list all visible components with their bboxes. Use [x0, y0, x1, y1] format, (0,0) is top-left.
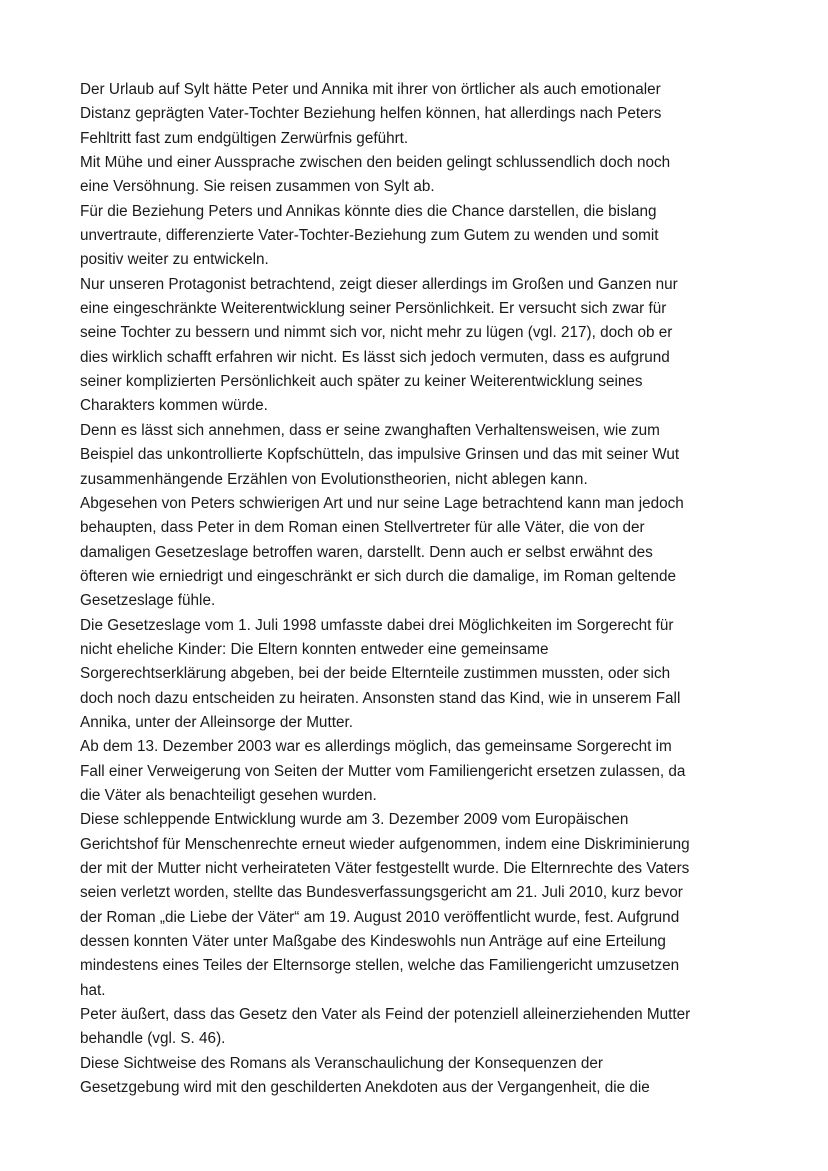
text-line: dies wirklich schafft erfahren wir nicht. Es lässt sich jedoch vermuten, dass es aufgrund — [80, 348, 670, 366]
paragraph — [80, 200, 780, 273]
text-line: seiner komplizierten Persönlichkeit auch später zu keiner Weiterentwicklung seines — [80, 373, 643, 391]
text-line: nicht eheliche Kinder: Die Eltern konnten entweder eine gemeinsame — [80, 640, 549, 658]
text-line: der mit der Mutter nicht verheirateten Väter festgestellt wurde. Die Elternrechte des Vaters — [80, 860, 690, 877]
text-line: die Väter als benachteiligt gesehen wurden. — [80, 786, 377, 804]
text-line: Diese schleppende Entwicklung wurde am 3. Dezember 2009 vom Europäischen — [80, 811, 629, 829]
text-line: Ab dem 13. Dezember 2003 war es allerdings möglich, das gemeinsame Sorgerecht im — [80, 738, 672, 756]
text-line: Nur unseren Protagonist betrachtend, zeigt dieser allerdings im Großen und Ganzen nur — [80, 275, 678, 293]
text-line: eine Versöhnung. Sie reisen zusammen von Sylt ab. — [80, 178, 435, 196]
paragraph — [80, 1003, 780, 1052]
text-line: Für die Beziehung Peters und Annikas könnte dies die Chance darstellen, die bislang — [80, 202, 657, 220]
text-line: eine eingeschränkte Weiterentwicklung seiner Persönlichkeit. Er versucht sich zwar für — [80, 300, 667, 318]
paragraph — [80, 492, 780, 614]
text-line: behaupten, dass Peter in dem Roman einen Stellvertreter für alle Väter, die von der — [80, 519, 645, 537]
text-line: dessen konnten Väter unter Maßgabe des Kindeswohls nun Anträge auf eine Erteilung — [80, 933, 666, 951]
text-line: Gerichtshof für Menschenrechte erneut wieder aufgenommen, indem eine Diskriminierung — [80, 835, 690, 853]
text-line: Charakters kommen würde. — [80, 397, 268, 415]
text-line: mindestens eines Teiles der Elternsorge stellen, welche das Familiengericht umzusetzen — [80, 957, 680, 975]
text-line: behandle (vgl. S. 46). — [80, 1030, 226, 1048]
text-line: unvertraute, differenzierte Vater-Tochter-Beziehung zum Gutem zu wenden und somit — [80, 227, 659, 245]
text-line: öfteren wie erniedrigt und eingeschränkt er sich durch die damalige, im Roman geltende — [80, 567, 677, 585]
text-line: Fehltritt fast zum endgültigen Zerwürfnis geführt. — [80, 129, 409, 147]
text-line: Denn es lässt sich annehmen, dass er seine zwanghaften Verhaltensweisen, wie zum — [80, 421, 660, 439]
text-line: damaligen Gesetzeslage betroffen waren, darstellt. Denn auch er selbst erwähnt des — [80, 543, 653, 561]
text-line: doch noch dazu entscheiden zu heiraten. Ansonsten stand das Kind, wie in unserem Fall — [80, 689, 681, 707]
text-line: zusammenhängende Erzählen von Evolutionstheorien, nicht ablegen kann. — [80, 470, 588, 488]
text-line: Gesetzgebung wird mit den geschilderten Anekdoten aus der Vergangenheit, die die — [80, 1079, 650, 1097]
text-line: Mit Mühe und einer Aussprache zwischen den beiden gelingt schlussendlich doch noch — [80, 154, 671, 172]
text-line: seine Tochter zu bessern und nimmt sich vor, nicht mehr zu lügen (vgl. 217), doch ob er — [80, 324, 673, 342]
paragraph — [80, 808, 780, 1003]
text-line: positiv weiter zu entwickeln. — [80, 251, 269, 269]
text-line: seien verletzt worden, stellte das Bundesverfassungsgericht am 21. Juli 2010, kurz bevor — [80, 884, 683, 902]
text-line: Abgesehen von Peters schwierigen Art und nur seine Lage betrachtend kann man jedoch — [80, 494, 684, 512]
text-line: Diese Sichtweise des Romans als Veranschaulichung der Konsequenzen der — [80, 1054, 603, 1072]
text-line: der Roman „die Liebe der Väter“ am 19. August 2010 veröffentlicht wurde, fest. Aufgrund — [80, 908, 680, 926]
paragraph — [80, 78, 780, 151]
paragraph — [80, 273, 780, 419]
text-line: Die Gesetzeslage vom 1. Juli 1998 umfasste dabei drei Möglichkeiten im Sorgerecht für — [80, 616, 674, 634]
text-line: Fall einer Verweigerung von Seiten der Mutter vom Familiengericht ersetzen zulassen, da — [80, 762, 686, 780]
paragraph — [80, 419, 780, 492]
text-line: Sorgerechtserklärung abgeben, bei der beide Elternteile zustimmen mussten, oder sich — [80, 665, 671, 683]
paragraph — [80, 151, 780, 200]
text-line: Beispiel das unkontrollierte Kopfschütteln, das impulsive Grinsen und das mit seiner Wut — [80, 446, 680, 464]
document-page — [80, 78, 780, 1100]
text-line: Gesetzeslage fühle. — [80, 592, 216, 610]
paragraph — [80, 614, 780, 736]
text-line: hat. — [80, 981, 106, 999]
paragraph — [80, 1052, 780, 1101]
text-line: Distanz geprägten Vater-Tochter Beziehung helfen können, hat allerdings nach Peters — [80, 105, 662, 123]
text-line: Peter äußert, dass das Gesetz den Vater als Feind der potenziell alleinerziehenden Mutter — [80, 1006, 691, 1024]
text-line: Der Urlaub auf Sylt hätte Peter und Annika mit ihrer von örtlicher als auch emotionaler — [80, 81, 661, 98]
text-line: Annika, unter der Alleinsorge der Mutter. — [80, 713, 353, 731]
paragraph — [80, 735, 780, 808]
